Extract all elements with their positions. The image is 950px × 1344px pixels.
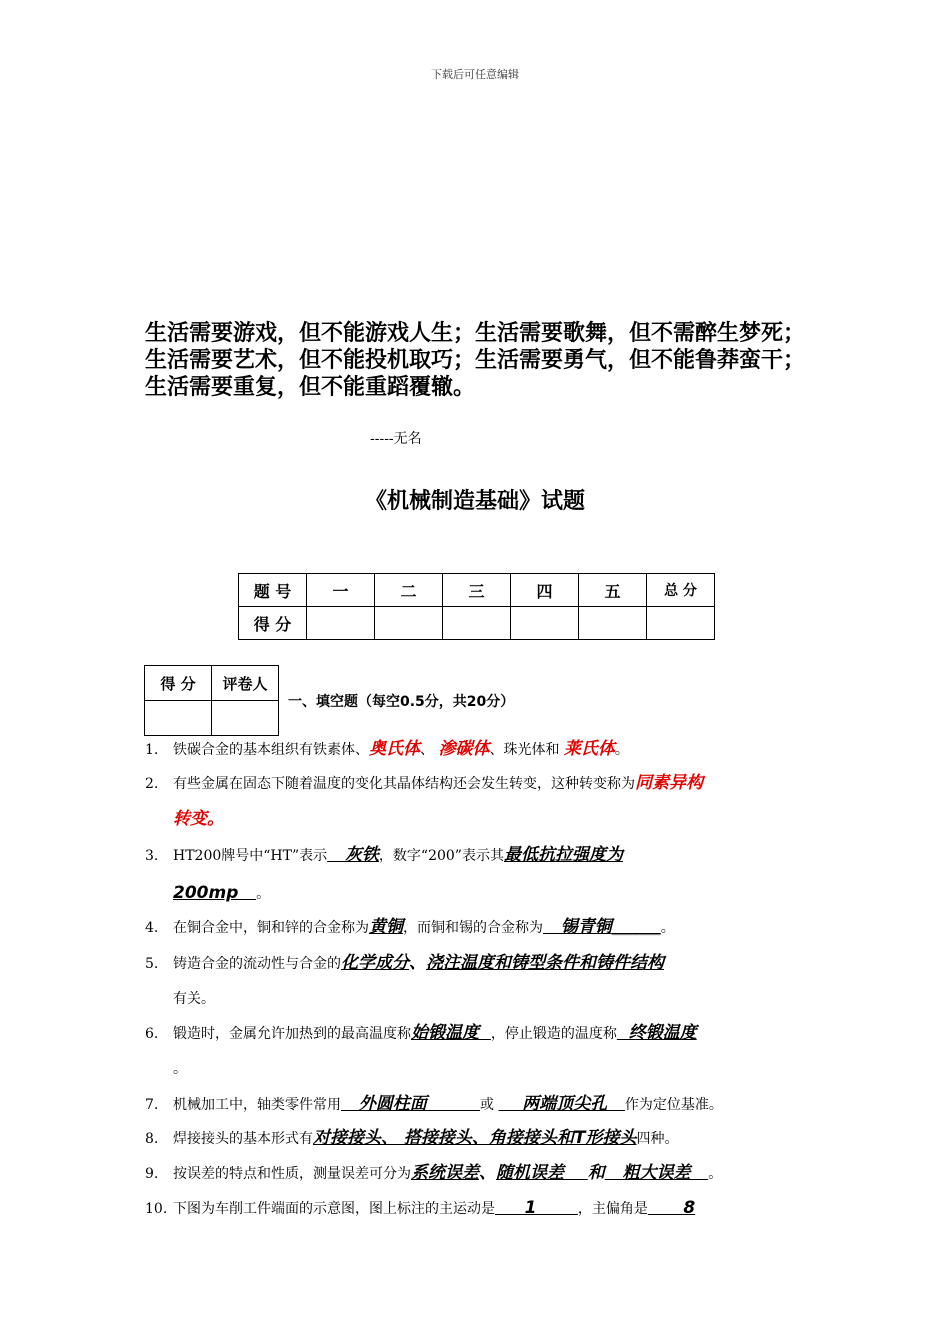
question-number: 8. (145, 1131, 159, 1147)
score-cell (511, 607, 579, 640)
question-number: 4. (145, 920, 159, 936)
answer: 转变。 (173, 809, 224, 829)
question-text: 锻造时，金属允许加热到的最高温度称 (173, 1026, 411, 1042)
question-6 (145, 1016, 813, 1051)
question-text: ，数字“200”表示其 (378, 848, 504, 864)
answer: 浇注温度 (426, 953, 494, 973)
score-cell (375, 607, 443, 640)
question-text: 。 (708, 1166, 723, 1182)
answer: 始锻温度 (411, 1023, 491, 1043)
question-text: 有些金属在固态下随着温度的变化其晶体结构还会发生转变，这种转变称为 (173, 776, 635, 792)
answer: 8 (647, 1198, 696, 1218)
question-text: 在铜合金中，铜和锌的合金称为 (173, 920, 369, 936)
question-text: 、 (479, 1163, 496, 1183)
answer: 终锻温度 (616, 1023, 697, 1043)
question-number: 1. (145, 742, 159, 758)
question-text: 铁碳合金的基本组织有铁素体、 (173, 742, 369, 758)
answer: 两端顶尖孔 (498, 1094, 625, 1114)
answer: 奥氏体 (369, 739, 420, 759)
score-cell (579, 607, 647, 640)
question-10 (145, 1191, 813, 1226)
score-header-cell: 总 分 (647, 574, 715, 607)
answer: 200mp (173, 883, 257, 903)
question-number: 9. (145, 1166, 159, 1182)
question-number: 10. (145, 1201, 168, 1217)
question-text: 。 (173, 1061, 187, 1077)
answer: 外圆柱面 (341, 1094, 481, 1114)
question-8 (145, 1121, 813, 1156)
answer: 化学成分 (341, 953, 409, 973)
question-text: 。 (660, 920, 675, 936)
question-text: ，而铜和锡的合金称为 (403, 920, 543, 936)
answer: 锡青铜 (543, 917, 612, 937)
question-text: HT200牌号中“HT”表示 (173, 848, 328, 864)
question-text: ，主偏角是 (577, 1201, 648, 1217)
question-text: 和 (587, 1163, 605, 1183)
question-text: 焊接接头的基本形式有 (173, 1131, 313, 1147)
answer: 同素异构 (635, 773, 703, 793)
answer: 渗碳体 (438, 739, 490, 759)
question-text: 按误差的特点和性质，测量误差可分为 (173, 1166, 411, 1182)
question-9 (145, 1156, 813, 1191)
section-heading: 一、填空题（每空0.5分，共20分） (288, 694, 515, 710)
answer: 粗大误差 (604, 1163, 709, 1183)
question-text: 下图为车削工件端面的示意图，图上标注的主运动是 (173, 1201, 495, 1217)
quote-author: -----无名 (370, 431, 422, 447)
score-table-header-row (239, 574, 715, 607)
question-5 (145, 946, 813, 981)
score-table (238, 573, 715, 640)
answer: 和铸型条件和铸件结构 (494, 953, 664, 973)
score-header-cell: 三 (443, 574, 511, 607)
answer: 最低抗拉强度为 (503, 845, 623, 865)
score-header-cell: 五 (579, 574, 647, 607)
answer: 对接接头、 搭接接头、角接接头和T形接头 (313, 1128, 637, 1148)
question-1 (145, 732, 813, 767)
question-number: 2. (145, 776, 159, 792)
question-7 (145, 1087, 813, 1122)
answer-blank: _______ (611, 920, 661, 936)
page-title: 《机械制造基础》试题 (364, 489, 585, 514)
grader-score-label: 得 分 (145, 666, 212, 701)
question-5-cont (145, 982, 841, 1016)
answer: 随机误差 (496, 1163, 588, 1183)
question-text: 、 (420, 742, 439, 758)
answer: 1 (495, 1198, 578, 1218)
question-text: 、珠光体和 (489, 742, 564, 758)
score-cell (647, 607, 715, 640)
score-header-cell: 二 (375, 574, 443, 607)
score-header-cell: 题 号 (239, 574, 307, 607)
grader-name-cell (212, 701, 279, 736)
grader-table (144, 665, 279, 736)
question-text: 铸造合金的流动性与合金的 (173, 956, 341, 972)
question-number: 5. (145, 956, 159, 972)
question-text: 。 (614, 742, 629, 758)
question-3 (145, 838, 813, 873)
question-text: 作为定位基准。 (624, 1097, 723, 1113)
score-row-label: 得 分 (239, 607, 307, 640)
header-note: 下载后可任意编辑 (431, 68, 519, 81)
question-number: 7. (145, 1097, 159, 1113)
score-header-cell: 四 (511, 574, 579, 607)
score-cell (307, 607, 375, 640)
grader-label: 评卷人 (212, 666, 279, 701)
answer: 黄铜 (369, 917, 403, 937)
question-3-cont (145, 876, 841, 911)
question-text: 或 (480, 1097, 499, 1113)
question-number: 3. (145, 848, 159, 864)
question-text: ，停止锻造的温度称 (490, 1026, 617, 1042)
question-text: 有关。 (173, 991, 215, 1007)
question-4 (145, 910, 813, 945)
question-text: 机械加工中，轴类零件常用 (173, 1097, 341, 1113)
answer: 莱氏体 (563, 739, 615, 759)
quote-paragraph: 生活需要游戏，但不能游戏人生；生活需要歌舞，但不需醉生梦死；生活需要艺术，但不能投机取巧；生活需要勇气，但不能鲁莽蛮干；生活需要重复，但不能重蹈覆辙。 (145, 321, 806, 400)
question-number: 6. (145, 1026, 159, 1042)
score-header-cell: 一 (307, 574, 375, 607)
answer: 系统误差 (411, 1163, 479, 1183)
score-table-score-row (239, 607, 715, 640)
question-2-cont (145, 802, 841, 837)
question-6-cont (145, 1052, 841, 1086)
grader-score-cell (145, 701, 212, 736)
question-text: 、 (409, 953, 426, 973)
question-2 (145, 766, 813, 801)
answer: 灰铁 (327, 845, 379, 865)
score-cell (443, 607, 511, 640)
question-text: 。 (256, 886, 271, 902)
question-text: 四种。 (636, 1131, 679, 1147)
